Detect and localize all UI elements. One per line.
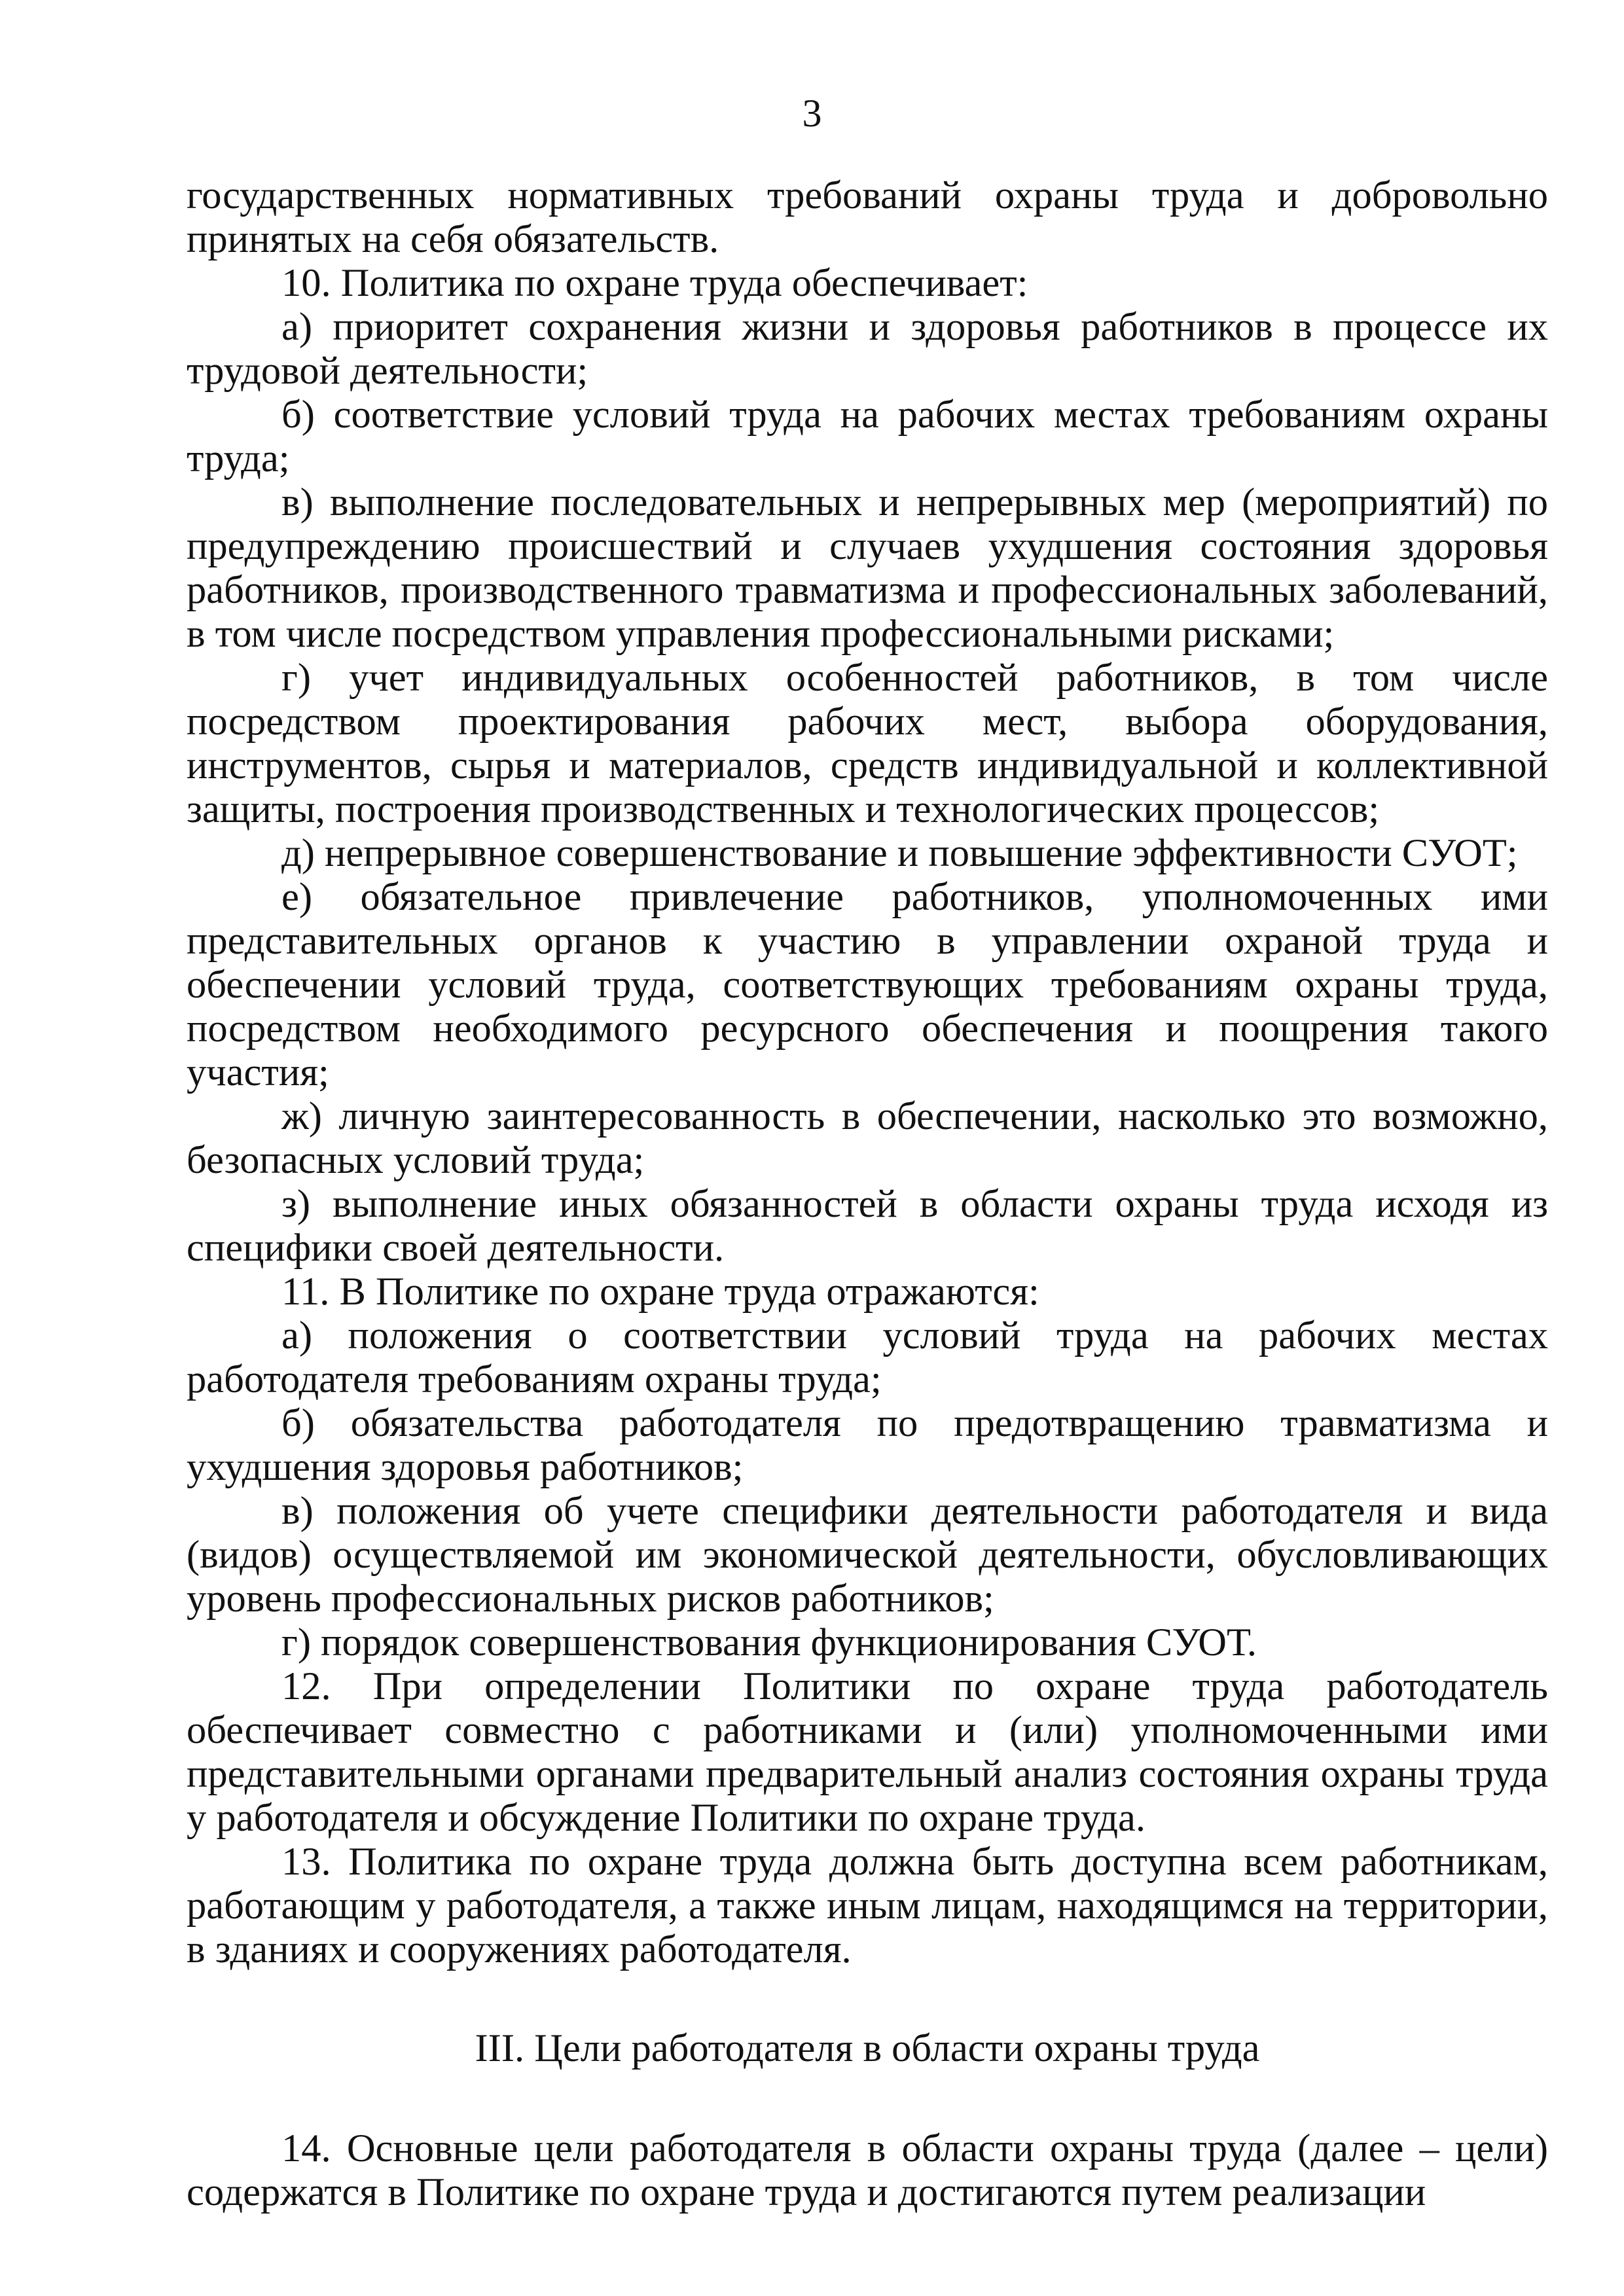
paragraph-continuation: государственных нормативных требований охраны труда и добровольно принятых на себя обязательств. [187,173,1548,261]
paragraph-10-zh: ж) личную заинтересованность в обеспечении, насколько это возможно, безопасных условий труда; [187,1094,1548,1182]
paragraph-10-z: з) выполнение иных обязанностей в области охраны труда исходя из специфики своей деятельности. [187,1182,1548,1270]
paragraph-11-v: в) положения об учете специфики деятельности работодателя и вида (видов) осуществляемой им экономической деятельности, обусловливающих уровень профессиональных рисков работников; [187,1489,1548,1621]
section-heading: III. Цели работодателя в области охраны труда [475,2026,1260,2070]
paragraph-10-d: д) непрерывное совершенствование и повышение эффективности СУОТ; [281,831,1518,875]
paragraph-12: 12. При определении Политики по охране труда работодатель обеспечивает совместно с работниками и (или) уполномоченными ими представительными органами предварительный анализ состояния охраны труда у работодателя и обсуждение Политики по охране труда. [187,1664,1548,1840]
paragraph-10: 10. Политика по охране труда обеспечивает: [281,261,1028,305]
page-number: 3 [802,92,822,135]
document-body [187,173,1548,2214]
paragraph-11-a: а) положения о соответствии условий труда на рабочих местах работодателя требованиям охраны труда; [187,1314,1548,1401]
paragraph-14: 14. Основные цели работодателя в области охраны труда (далее – цели) содержатся в Политике по охране труда и достигаются путем реализации [187,2126,1548,2214]
paragraph-11-g: г) порядок совершенствования функционирования СУОТ. [281,1621,1257,1664]
paragraph-10-g: г) учет индивидуальных особенностей работников, в том числе посредством проектирования рабочих мест, выбора оборудования, инструментов, сырья и материалов, средств индивидуальной и коллективной защиты, построения производственных и технологических процессов; [187,656,1548,831]
paragraph-11: 11. В Политике по охране труда отражаются: [281,1270,1039,1314]
paragraph-13: 13. Политика по охране труда должна быть доступна всем работникам, работающим у работодателя, а также иным лицам, находящимся на территории, в зданиях и сооружениях работодателя. [187,1840,1548,1971]
paragraph-10-e: е) обязательное привлечение работников, уполномоченных ими представительных органов к участию в управлении охраной труда и обеспечении условий труда, соответствующих требованиям охраны труда, посредством необходимого ресурсного обеспечения и поощрения такого участия; [187,875,1548,1094]
paragraph-11-b: б) обязательства работодателя по предотвращению травматизма и ухудшения здоровья работников; [187,1401,1548,1489]
paragraph-10-b: б) соответствие условий труда на рабочих местах требованиям охраны труда; [187,393,1548,480]
paragraph-10-a: а) приоритет сохранения жизни и здоровья работников в процессе их трудовой деятельности; [187,305,1548,393]
paragraph-10-v: в) выполнение последовательных и непрерывных мер (мероприятий) по предупреждению происшествий и случаев ухудшения состояния здоровья работников, производственного травматизма и профессиональных заболеваний, в том числе посредством управления профессиональными рисками; [187,480,1548,656]
